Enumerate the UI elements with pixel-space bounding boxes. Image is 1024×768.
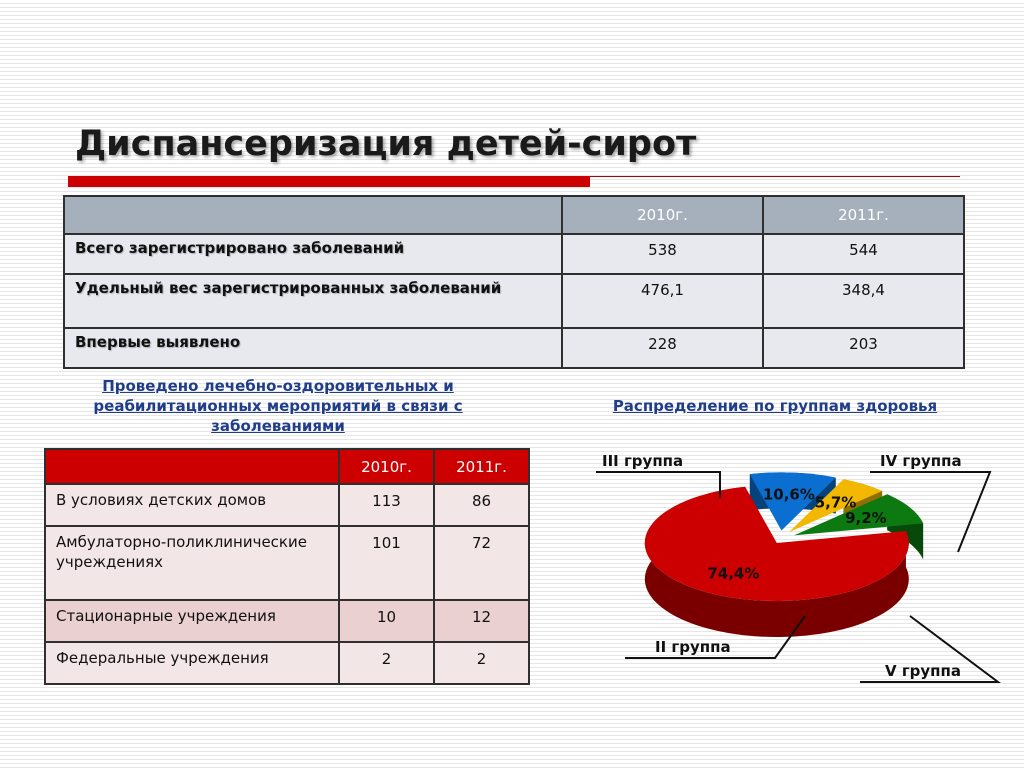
header-year-2010: 2010г. bbox=[562, 196, 763, 234]
pie-group-label: III группа bbox=[602, 452, 684, 470]
table-row bbox=[45, 526, 529, 600]
row-label: Амбулаторно-поликлинические учреждениях bbox=[45, 526, 339, 600]
pie-chart-title: Распределение по группам здоровья bbox=[612, 397, 938, 415]
table-row bbox=[45, 484, 529, 526]
health-groups-pie-chart bbox=[580, 440, 1020, 700]
table-row bbox=[64, 328, 964, 368]
value-2010: 476,1 bbox=[562, 274, 763, 328]
row-label: Удельный вес зарегистрированных заболеваний bbox=[64, 274, 562, 328]
page-title: Диспансеризация детей-сирот bbox=[75, 124, 697, 164]
row-label: Всего зарегистрировано заболеваний bbox=[64, 234, 562, 274]
table-row bbox=[45, 642, 529, 684]
value-2010: 2 bbox=[339, 642, 434, 684]
table-header-row bbox=[45, 449, 529, 484]
pie-group-label: V группа bbox=[885, 662, 962, 680]
header-blank-cell bbox=[45, 449, 339, 484]
pie-value-label: 10,6% bbox=[762, 485, 815, 504]
treatment-caption: Проведено лечебно-оздоровительных и реабилитационных мероприятий в связи с заболеваниями bbox=[93, 377, 463, 435]
title-underline-line bbox=[590, 176, 960, 177]
table-row bbox=[64, 234, 964, 274]
table-row bbox=[45, 600, 529, 642]
title-underline-bar bbox=[68, 176, 590, 187]
value-2011: 12 bbox=[434, 600, 529, 642]
value-2010: 113 bbox=[339, 484, 434, 526]
pie-group-label: II группа bbox=[655, 638, 731, 656]
value-2010: 101 bbox=[339, 526, 434, 600]
value-2010: 228 bbox=[562, 328, 763, 368]
value-2010: 538 bbox=[562, 234, 763, 274]
treatment-table bbox=[44, 448, 530, 685]
pie-leader-line bbox=[596, 472, 720, 498]
header-blank-cell bbox=[64, 196, 562, 234]
pie-value-label: 9,2% bbox=[845, 509, 887, 528]
row-label: Стационарные учреждения bbox=[45, 600, 339, 642]
morbidity-table bbox=[63, 195, 965, 369]
header-year-2011: 2011г. bbox=[763, 196, 964, 234]
value-2010: 10 bbox=[339, 600, 434, 642]
row-label: Впервые выявлено bbox=[64, 328, 562, 368]
header-year-2011: 2011г. bbox=[434, 449, 529, 484]
value-2011: 86 bbox=[434, 484, 529, 526]
row-label: Федеральные учреждения bbox=[45, 642, 339, 684]
value-2011: 72 bbox=[434, 526, 529, 600]
header-year-2010: 2010г. bbox=[339, 449, 434, 484]
table-row bbox=[64, 274, 964, 328]
value-2011: 544 bbox=[763, 234, 964, 274]
value-2011: 348,4 bbox=[763, 274, 964, 328]
value-2011: 2 bbox=[434, 642, 529, 684]
value-2011: 203 bbox=[763, 328, 964, 368]
pie-value-label: 5,7% bbox=[814, 493, 857, 512]
table-header-row bbox=[64, 196, 964, 234]
pie-group-label: IV группа bbox=[880, 452, 962, 470]
row-label: В условиях детских домов bbox=[45, 484, 339, 526]
pie-value-label: 74,4% bbox=[707, 564, 760, 583]
